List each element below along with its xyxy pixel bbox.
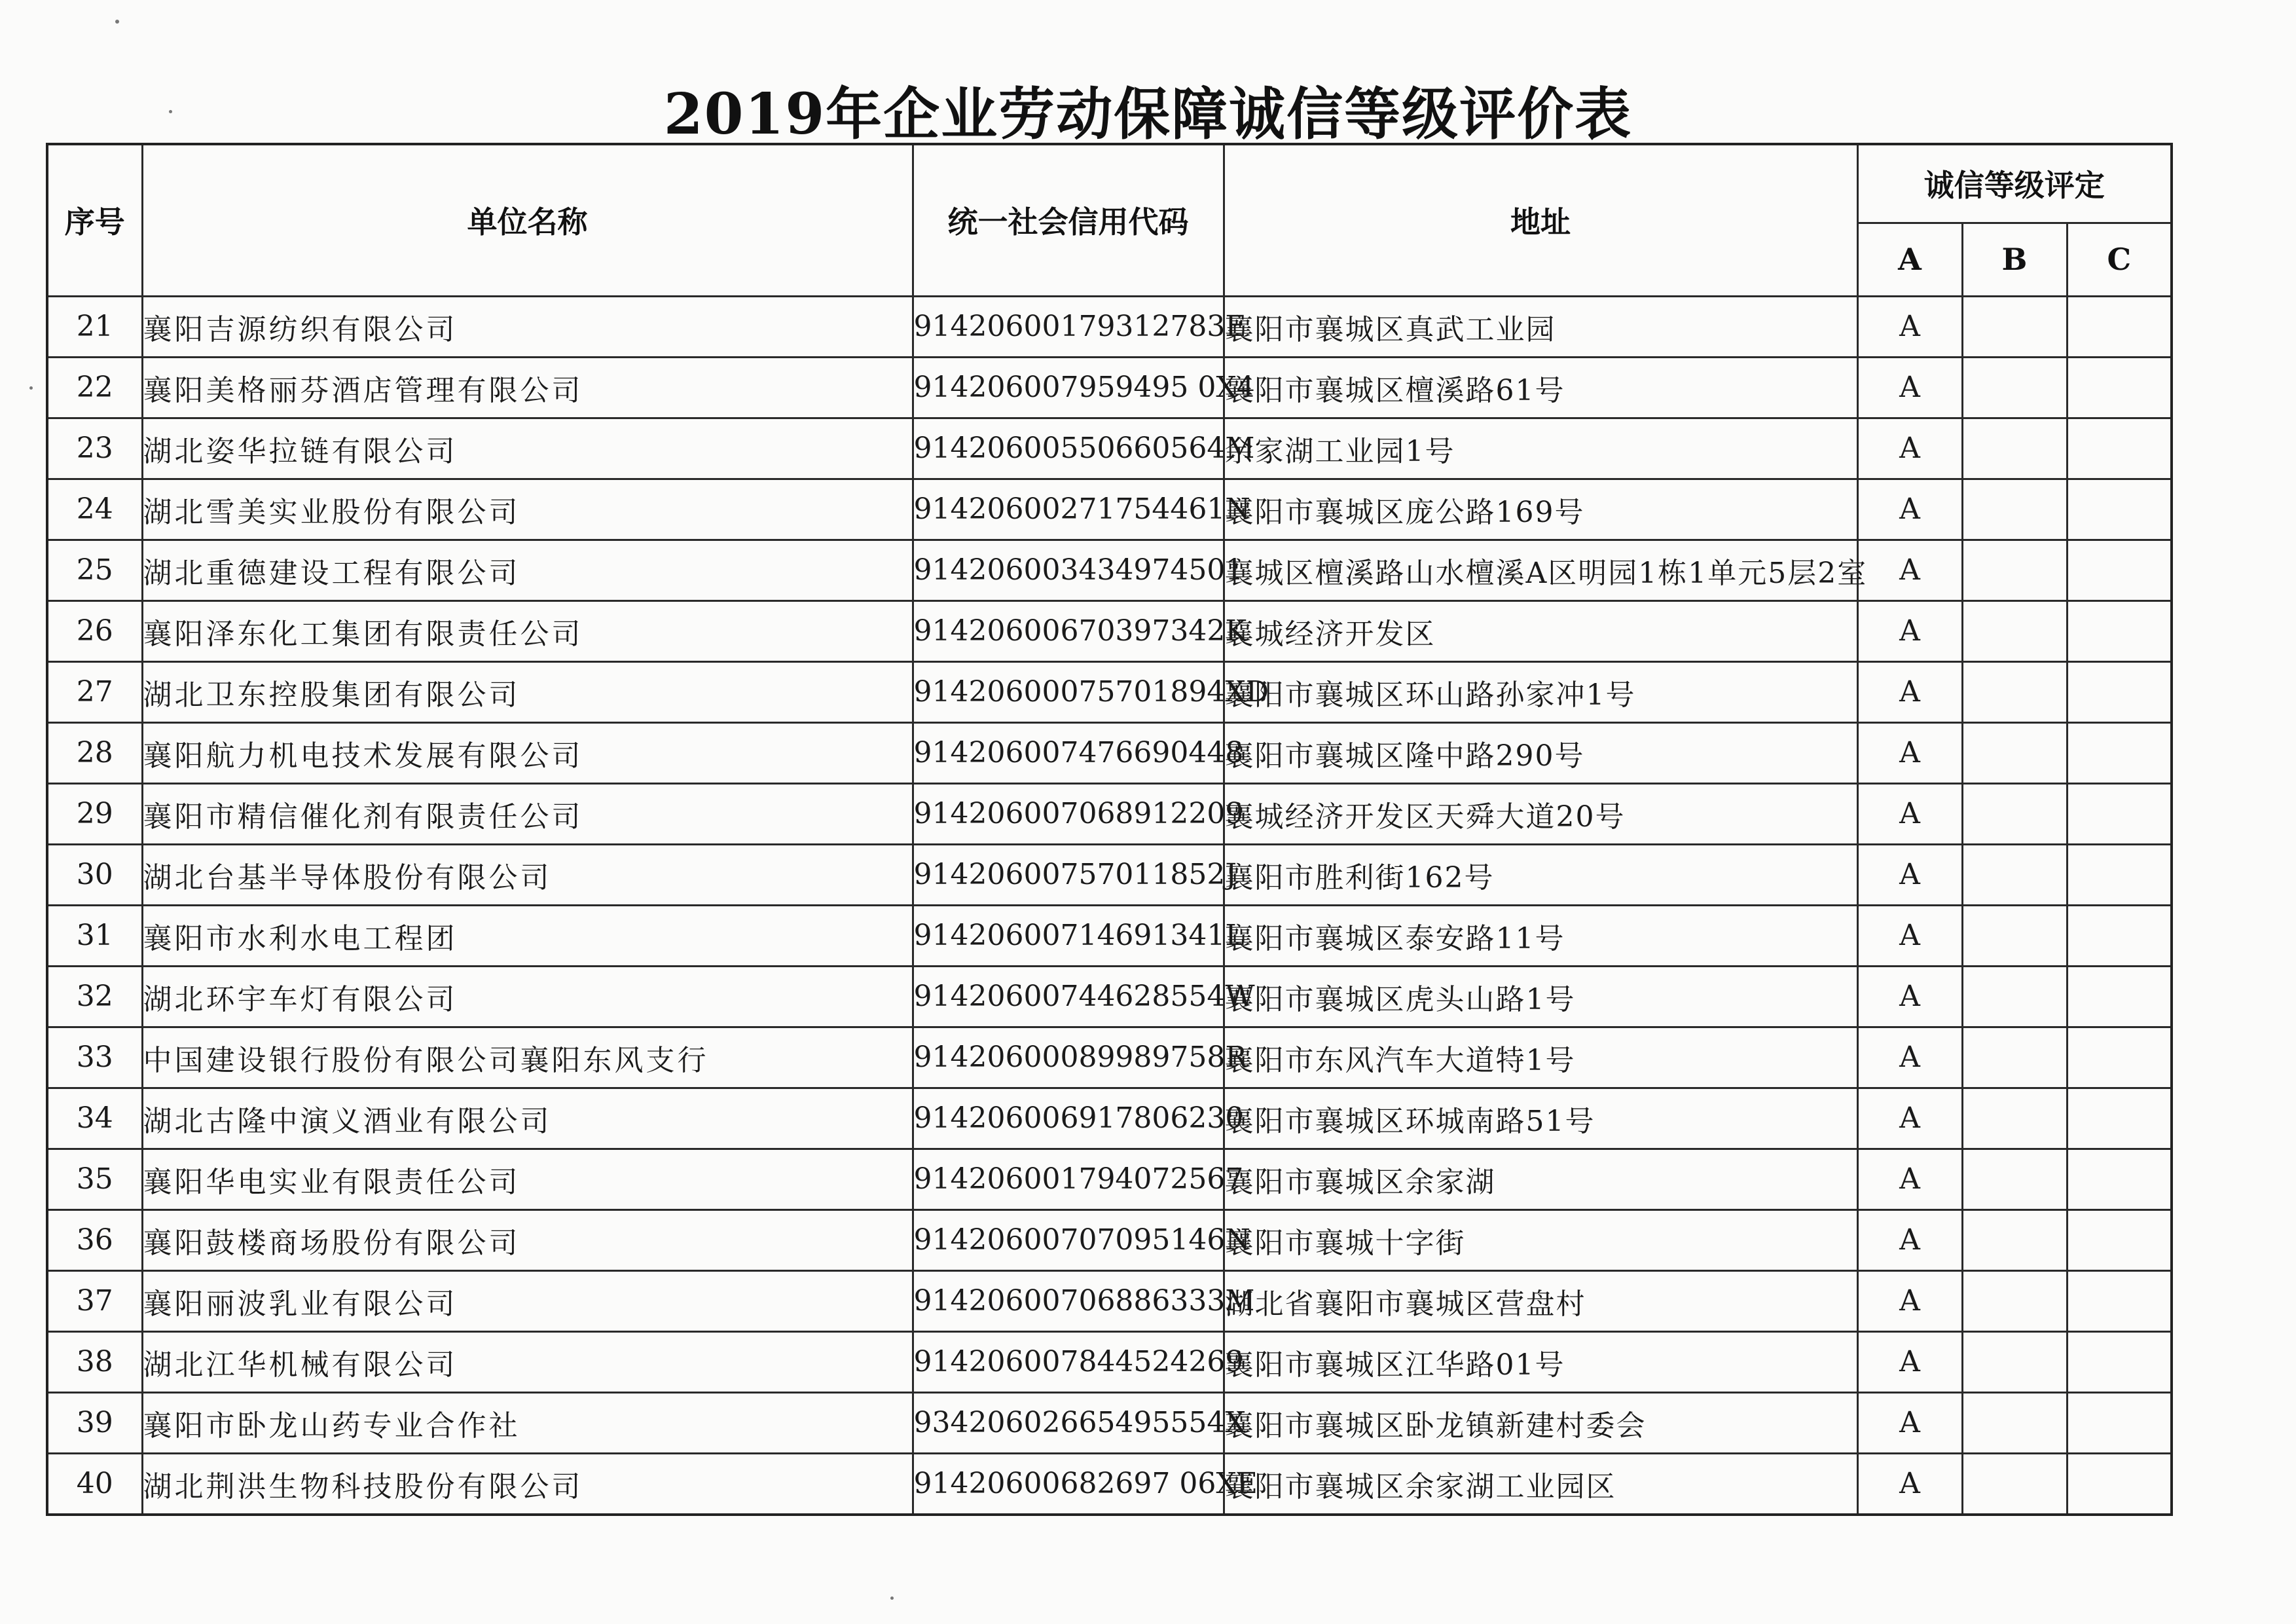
cell-serial-number: 21 (47, 296, 142, 357)
cell-address: 襄阳市襄城区余家湖 (1224, 1149, 1857, 1209)
cell-grade-c (2067, 1392, 2172, 1453)
cell-address: 襄阳市襄城区环山路孙家冲1号 (1224, 661, 1857, 722)
cell-serial-number: 24 (47, 479, 142, 540)
table-row (47, 966, 2172, 1027)
cell-serial-number: 29 (47, 783, 142, 844)
header-grade-group: 诚信等级评定 (1857, 144, 2172, 223)
cell-grade-a: A (1857, 296, 1962, 357)
cell-address: 襄城经济开发区天舜大道20号 (1224, 783, 1857, 844)
cell-grade-c (2067, 1027, 2172, 1088)
cell-address: 襄城经济开发区 (1224, 600, 1857, 661)
cell-grade-a: A (1857, 844, 1962, 905)
cell-credit-code: 914206001794072567 (913, 1149, 1224, 1209)
cell-grade-b (1962, 905, 2067, 966)
cell-company-name: 襄阳丽波乳业有限公司 (142, 1270, 913, 1331)
table-row (47, 844, 2172, 905)
cell-grade-b (1962, 418, 2067, 479)
cell-company-name: 湖北环宇车灯有限公司 (142, 966, 913, 1027)
cell-company-name: 襄阳市精信催化剂有限责任公司 (142, 783, 913, 844)
cell-company-name: 襄阳华电实业有限责任公司 (142, 1149, 913, 1209)
cell-grade-b (1962, 966, 2067, 1027)
header-address: 地址 (1224, 144, 1857, 296)
cell-address: 襄阳市襄城区卧龙镇新建村委会 (1224, 1392, 1857, 1453)
cell-address: 襄城区檀溪路山水檀溪A区明园1栋1单元5层2室 (1224, 540, 1857, 600)
table-row (47, 1331, 2172, 1392)
cell-credit-code: 93420602665495554X (913, 1392, 1224, 1453)
cell-grade-b (1962, 722, 2067, 783)
cell-grade-a: A (1857, 1149, 1962, 1209)
cell-grade-c (2067, 844, 2172, 905)
cell-grade-b (1962, 1209, 2067, 1270)
cell-address: 襄阳市襄城区余家湖工业园区 (1224, 1453, 1857, 1515)
cell-credit-code: 914206006917806230 (913, 1088, 1224, 1149)
cell-credit-code: 914206007476690448 (913, 722, 1224, 783)
cell-address: 襄阳市襄城十字街 (1224, 1209, 1857, 1270)
cell-serial-number: 40 (47, 1453, 142, 1515)
cell-serial-number: 22 (47, 357, 142, 418)
table-row (47, 905, 2172, 966)
cell-grade-c (2067, 783, 2172, 844)
cell-grade-b (1962, 1453, 2067, 1515)
table-row (47, 1453, 2172, 1515)
cell-grade-a: A (1857, 418, 1962, 479)
cell-grade-b (1962, 1331, 2067, 1392)
cell-grade-b (1962, 296, 2067, 357)
table-row (47, 479, 2172, 540)
table-row (47, 600, 2172, 661)
cell-address: 襄阳市襄城区隆中路290号 (1224, 722, 1857, 783)
cell-grade-c (2067, 1209, 2172, 1270)
cell-grade-a: A (1857, 661, 1962, 722)
cell-address: 襄阳市东风汽车大道特1号 (1224, 1027, 1857, 1088)
cell-grade-c (2067, 1331, 2172, 1392)
cell-grade-b (1962, 1088, 2067, 1149)
cell-grade-c (2067, 600, 2172, 661)
cell-address: 襄阳市胜利街162号 (1224, 844, 1857, 905)
cell-serial-number: 28 (47, 722, 142, 783)
cell-company-name: 襄阳吉源纺织有限公司 (142, 296, 913, 357)
table-row (47, 1088, 2172, 1149)
cell-grade-a: A (1857, 966, 1962, 1027)
cell-grade-a: A (1857, 1088, 1962, 1149)
table-row (47, 296, 2172, 357)
cell-company-name: 湖北江华机械有限公司 (142, 1331, 913, 1392)
cell-serial-number: 36 (47, 1209, 142, 1270)
cell-company-name: 湖北台基半导体股份有限公司 (142, 844, 913, 905)
cell-grade-c (2067, 540, 2172, 600)
table-header (47, 144, 2172, 296)
cell-credit-code: 91420600744628554W (913, 966, 1224, 1027)
cell-grade-c (2067, 722, 2172, 783)
scan-speck (890, 1596, 894, 1600)
table-row (47, 1149, 2172, 1209)
cell-company-name: 襄阳鼓楼商场股份有限公司 (142, 1209, 913, 1270)
cell-address: 襄阳市襄城区环城南路51号 (1224, 1088, 1857, 1149)
cell-grade-c (2067, 661, 2172, 722)
cell-grade-c (2067, 1149, 2172, 1209)
cell-company-name: 襄阳市水利水电工程团 (142, 905, 913, 966)
cell-credit-code: 91420600757011852J (913, 844, 1224, 905)
cell-company-name: 湖北姿华拉链有限公司 (142, 418, 913, 479)
cell-credit-code: 91420600075701894XD (913, 661, 1224, 722)
scan-speck (115, 20, 119, 24)
cell-credit-code: 914206007959495 0X4 (913, 357, 1224, 418)
cell-serial-number: 25 (47, 540, 142, 600)
cell-grade-b (1962, 357, 2067, 418)
cell-serial-number: 32 (47, 966, 142, 1027)
cell-grade-a: A (1857, 600, 1962, 661)
scan-speck (169, 110, 172, 113)
cell-credit-code: 91420600706886333M (913, 1270, 1224, 1331)
cell-address: 襄阳市襄城区泰安路11号 (1224, 905, 1857, 966)
cell-grade-c (2067, 1453, 2172, 1515)
table-row (47, 661, 2172, 722)
cell-address: 襄阳市襄城区江华路01号 (1224, 1331, 1857, 1392)
cell-serial-number: 30 (47, 844, 142, 905)
table-row (47, 357, 2172, 418)
credit-rating-table (46, 143, 2173, 1516)
table-row (47, 1392, 2172, 1453)
header-grade-b: B (1962, 223, 2067, 296)
cell-grade-c (2067, 296, 2172, 357)
cell-company-name: 湖北古隆中演义酒业有限公司 (142, 1088, 913, 1149)
cell-company-name: 湖北卫东控股集团有限公司 (142, 661, 913, 722)
header-grade-a: A (1857, 223, 1962, 296)
table-row (47, 1027, 2172, 1088)
cell-grade-a: A (1857, 783, 1962, 844)
cell-grade-b (1962, 1392, 2067, 1453)
cell-grade-a: A (1857, 540, 1962, 600)
cell-grade-a: A (1857, 1331, 1962, 1392)
cell-address: 襄阳市襄城区檀溪路61号 (1224, 357, 1857, 418)
cell-company-name: 襄阳航力机电技术发展有限公司 (142, 722, 913, 783)
cell-grade-a: A (1857, 722, 1962, 783)
document-title: 2019年企业劳动保障诚信等级评价表 (663, 81, 1633, 147)
cell-serial-number: 39 (47, 1392, 142, 1453)
cell-grade-b (1962, 1149, 2067, 1209)
cell-serial-number: 34 (47, 1088, 142, 1149)
table-row (47, 1209, 2172, 1270)
cell-serial-number: 26 (47, 600, 142, 661)
cell-serial-number: 33 (47, 1027, 142, 1088)
cell-serial-number: 27 (47, 661, 142, 722)
cell-serial-number: 37 (47, 1270, 142, 1331)
cell-address: 襄阳市襄城区虎头山路1号 (1224, 966, 1857, 1027)
cell-serial-number: 35 (47, 1149, 142, 1209)
cell-company-name: 襄阳泽东化工集团有限责任公司 (142, 600, 913, 661)
cell-grade-a: A (1857, 905, 1962, 966)
table-row (47, 418, 2172, 479)
cell-grade-b (1962, 479, 2067, 540)
cell-grade-a: A (1857, 357, 1962, 418)
cell-address: 余家湖工业园1号 (1224, 418, 1857, 479)
cell-grade-b (1962, 783, 2067, 844)
cell-credit-code: 914206003434974501 (913, 540, 1224, 600)
cell-company-name: 襄阳市卧龙山药专业合作社 (142, 1392, 913, 1453)
cell-grade-a: A (1857, 1392, 1962, 1453)
cell-serial-number: 38 (47, 1331, 142, 1392)
cell-grade-b (1962, 1027, 2067, 1088)
header-credit-code: 统一社会信用代码 (913, 144, 1224, 296)
table-row (47, 540, 2172, 600)
cell-credit-code: 91420600089989758R (913, 1027, 1224, 1088)
cell-credit-code: 91420600179312783E (913, 296, 1224, 357)
cell-grade-a: A (1857, 1453, 1962, 1515)
cell-grade-a: A (1857, 479, 1962, 540)
cell-address: 襄阳市襄城区真武工业园 (1224, 296, 1857, 357)
cell-grade-c (2067, 479, 2172, 540)
cell-address: 湖北省襄阳市襄城区营盘村 (1224, 1270, 1857, 1331)
cell-company-name: 中国建设银行股份有限公司襄阳东风支行 (142, 1027, 913, 1088)
cell-company-name: 湖北雪美实业股份有限公司 (142, 479, 913, 540)
cell-company-name: 湖北重德建设工程有限公司 (142, 540, 913, 600)
header-serial-number: 序号 (47, 144, 142, 296)
cell-serial-number: 31 (47, 905, 142, 966)
cell-grade-c (2067, 1088, 2172, 1149)
cell-grade-c (2067, 1270, 2172, 1331)
table-row (47, 1270, 2172, 1331)
cell-address: 襄阳市襄城区庞公路169号 (1224, 479, 1857, 540)
cell-credit-code: 91420600714691341L (913, 905, 1224, 966)
cell-grade-a: A (1857, 1027, 1962, 1088)
cell-company-name: 湖北荆洪生物科技股份有限公司 (142, 1453, 913, 1515)
header-company-name: 单位名称 (142, 144, 913, 296)
header-grade-c: C (2067, 223, 2172, 296)
cell-credit-code: 914206007068912209 (913, 783, 1224, 844)
cell-credit-code: 91420600271754461N (913, 479, 1224, 540)
table-row (47, 722, 2172, 783)
cell-credit-code: 91420600682697 06XE (913, 1453, 1224, 1515)
cell-grade-a: A (1857, 1209, 1962, 1270)
cell-credit-code: 91420600707095146N (913, 1209, 1224, 1270)
cell-grade-b (1962, 540, 2067, 600)
cell-serial-number: 23 (47, 418, 142, 479)
cell-grade-b (1962, 1270, 2067, 1331)
table-row (47, 783, 2172, 844)
cell-grade-c (2067, 966, 2172, 1027)
cell-grade-c (2067, 357, 2172, 418)
cell-grade-c (2067, 905, 2172, 966)
cell-grade-b (1962, 600, 2067, 661)
cell-grade-c (2067, 418, 2172, 479)
cell-credit-code: 914206007844524269 (913, 1331, 1224, 1392)
cell-credit-code: 91420600550660564M (913, 418, 1224, 479)
cell-credit-code: 91420600670397342K (913, 600, 1224, 661)
table-body (47, 296, 2172, 1515)
scan-speck (29, 386, 33, 390)
cell-grade-a: A (1857, 1270, 1962, 1331)
cell-grade-b (1962, 844, 2067, 905)
cell-grade-b (1962, 661, 2067, 722)
cell-company-name: 襄阳美格丽芬酒店管理有限公司 (142, 357, 913, 418)
